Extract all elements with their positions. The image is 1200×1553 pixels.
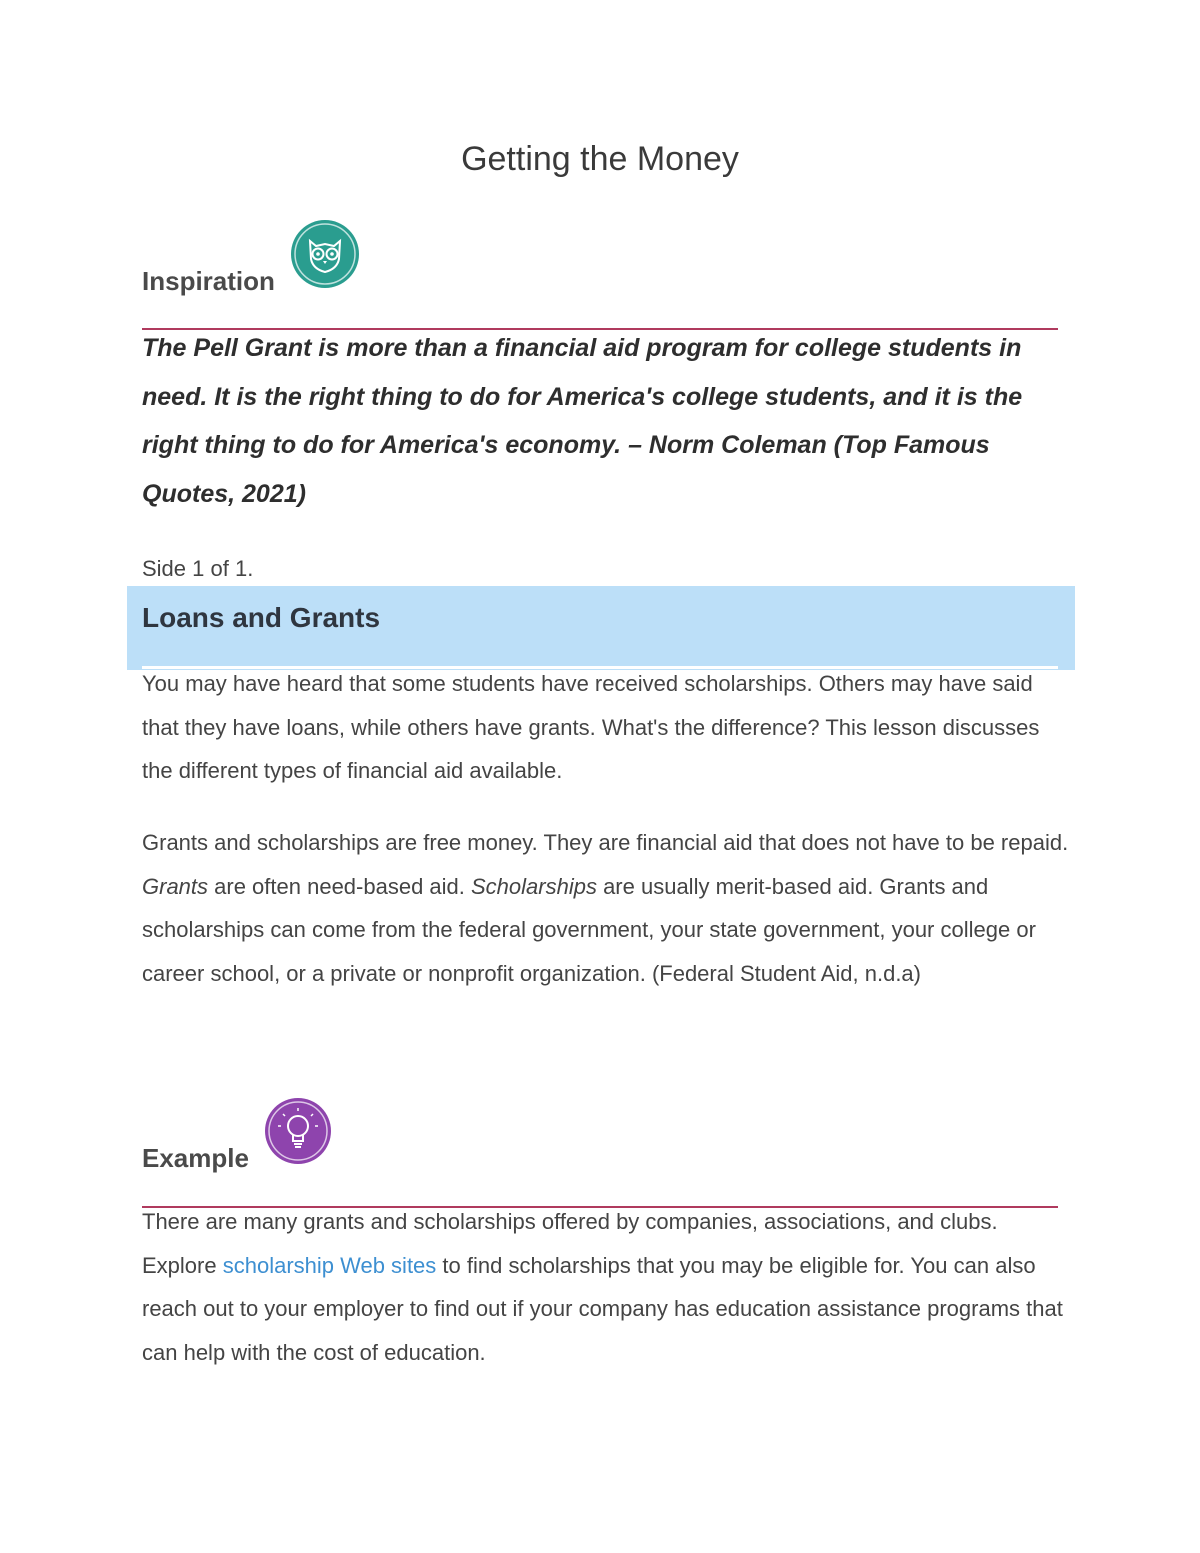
loans-grants-heading: Loans and Grants bbox=[142, 602, 381, 633]
inspiration-heading: Inspiration bbox=[142, 266, 275, 296]
text-segment: are often need-based aid. bbox=[208, 873, 471, 899]
inspiration-quote: The Pell Grant is more than a financial aid program for college students in need. It is the right thing to do for America's college students, and it is the right thing to do for America's economy. – Norm Coleman (Top Famous Quotes, 2021) bbox=[142, 334, 1023, 508]
grants-term: Grants bbox=[142, 873, 209, 899]
owl-icon bbox=[290, 219, 360, 289]
text-segment: to find scholarships that you may be eligible for. You can also reach out to your employer to find out if your company has education assistance programs that can help with the cost of education. bbox=[142, 1252, 1063, 1365]
text-segment: Grants and scholarships are free money. They are financial aid that does not have to be repaid. bbox=[142, 830, 1069, 855]
grants-scholarships-paragraph bbox=[142, 821, 1072, 995]
scholarships-term: Scholarships bbox=[471, 873, 597, 899]
loans-grants-intro: You may have heard that some students have received scholarships. Others may have said that they have loans, while others have grants. What's the difference? This lesson discusses the different types of financial aid available. bbox=[142, 671, 1040, 783]
page-title: Getting the Money bbox=[461, 140, 739, 178]
text-segment: are usually merit-based aid. Grants and scholarships can come from the federal government, your state government, your college or career school, or a private or nonprofit organization. (Federal Student Aid, n.d.a) bbox=[142, 873, 1036, 986]
scholarship-websites-link[interactable]: scholarship Web sites bbox=[222, 1252, 437, 1278]
example-heading: Example bbox=[142, 1143, 249, 1173]
text-segment: There are many grants and scholarships offered by companies, associations, and clubs. Explore bbox=[142, 1209, 998, 1278]
example-paragraph bbox=[142, 1200, 1072, 1374]
lightbulb-icon bbox=[264, 1097, 332, 1165]
side-note: Side 1 of 1. bbox=[142, 556, 254, 581]
